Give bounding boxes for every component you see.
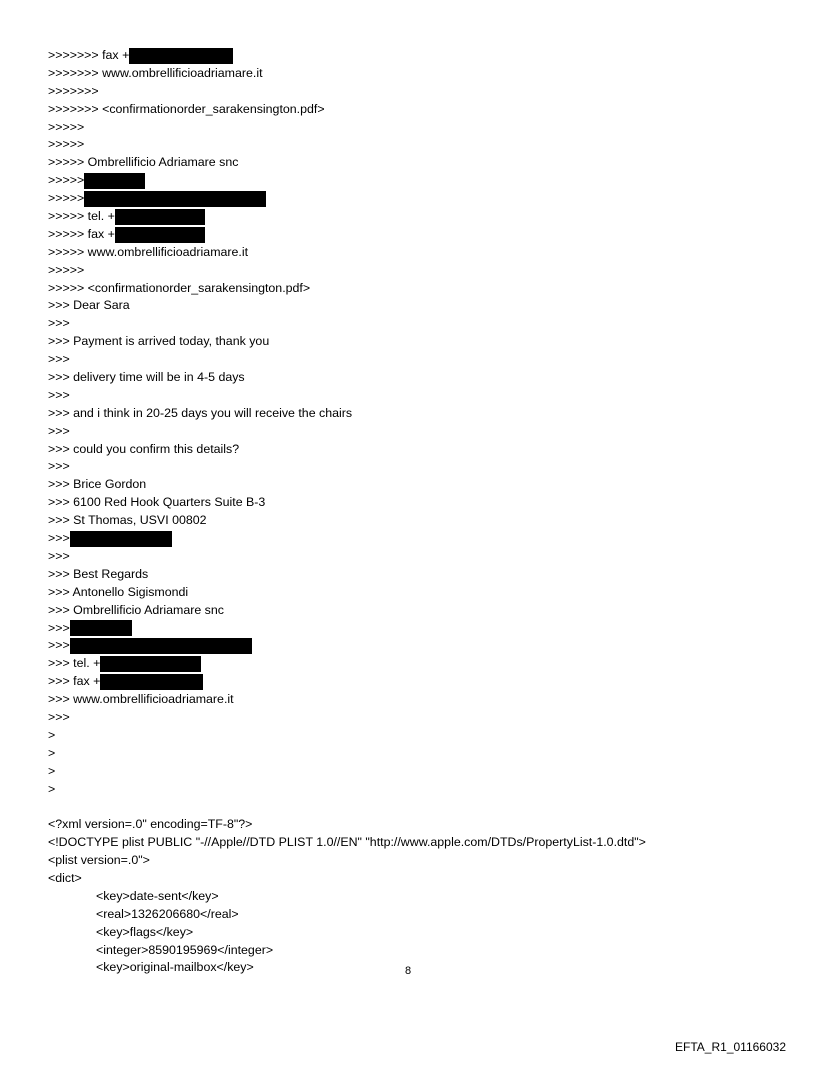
text-line [48,673,646,691]
text-line [48,816,646,834]
line-text: >>>>> www.ombrellificioadriamare.it [48,244,249,259]
line-text: <key>flags</key> [96,924,194,939]
line-text: >>> [48,316,70,331]
redaction-block [84,191,266,207]
text-line [48,333,646,351]
text-line [48,548,646,566]
text-line [48,405,646,423]
line-text: >>>>> Ombrellificio Adriamare snc [48,155,239,170]
redaction-block [129,48,233,64]
line-text: >>> Payment is arrived today, thank you [48,334,270,349]
text-line [48,280,646,298]
text-line [48,315,646,333]
line-text: >>> [48,531,70,546]
text-line [48,47,646,65]
text-line [48,262,646,280]
text-line [48,709,646,727]
line-text: >>> [48,459,70,474]
text-line [48,691,646,709]
line-text: > [48,727,56,742]
text-line [48,136,646,154]
text-line [48,172,646,190]
line-text: <real>1326206680</real> [96,906,239,921]
line-text: >>>>> fax + [48,226,115,241]
line-text: <!DOCTYPE plist PUBLIC "-//Apple//DTD PLIST 1.0//EN" "http://www.apple.com/DTDs/PropertyList-1.0.dtd"> [48,835,646,850]
line-text: >>> [48,709,70,724]
text-line [48,655,646,673]
redaction-block [100,656,201,672]
text-line [48,441,646,459]
line-text: <key>original-mailbox</key> [96,960,254,975]
text-line [48,906,646,924]
redaction-block [70,638,252,654]
document-body [48,47,646,977]
text-line [48,244,646,262]
redaction-block [70,620,132,636]
text-line [48,566,646,584]
line-text: >>>>>>> www.ombrellificioadriamare.it [48,65,263,80]
line-text: >>>>>>> <confirmationorder_sarakensington.pdf> [48,101,325,116]
text-line [48,870,646,888]
line-text: >>> delivery time will be in 4-5 days [48,370,245,385]
text-line [48,119,646,137]
line-text: >>>>> [48,119,85,134]
text-line [48,297,646,315]
line-text: >>> Brice Gordon [48,477,147,492]
redaction-block [84,173,145,189]
text-line [48,351,646,369]
redaction-block [70,531,172,547]
text-line [48,476,646,494]
document-id: EFTA_R1_01166032 [675,1040,786,1054]
text-line [48,942,646,960]
line-text: >>> Best Regards [48,566,149,581]
text-line [48,781,646,799]
text-line [48,637,646,655]
line-text: >>>>> [48,191,85,206]
line-text: >>>>> <confirmationorder_sarakensington.pdf> [48,280,311,295]
line-text: >>> [48,423,70,438]
line-text: <plist version=.0"> [48,853,150,868]
line-text: <integer>8590195969</integer> [96,942,274,957]
text-line [48,458,646,476]
text-line [48,530,646,548]
line-text: >>>>> tel. + [48,209,115,224]
text-line [48,745,646,763]
text-line [48,924,646,942]
line-text: >>> St Thomas, USVI 00802 [48,513,207,528]
text-line [48,888,646,906]
line-text: <dict> [48,870,82,885]
line-text: > [48,763,56,778]
text-line [48,620,646,638]
line-text: >>> www.ombrellificioadriamare.it [48,692,234,707]
text-line [48,83,646,101]
line-text: >>> [48,620,70,635]
line-text: >>> Antonello Sigismondi [48,584,189,599]
line-text: >>> [48,352,70,367]
redaction-block [100,674,203,690]
line-text: >>>>>>> fax + [48,48,130,62]
text-line [48,798,646,816]
text-line [48,763,646,781]
text-line [48,101,646,119]
line-text: >>> tel. + [48,656,101,671]
text-line [48,190,646,208]
line-text: > [48,745,56,760]
text-line [48,834,646,852]
text-line [48,387,646,405]
line-text: >>> [48,548,70,563]
text-line [48,208,646,226]
line-text: >>>>> [48,262,85,277]
line-text: >>> could you confirm this details? [48,441,240,456]
line-text: >>>>> [48,137,85,152]
line-text: >>> fax + [48,674,101,689]
text-line [48,154,646,172]
text-line [48,727,646,745]
line-text: <key>date-sent</key> [96,888,219,903]
text-line [48,494,646,512]
line-text: >>> Dear Sara [48,298,130,313]
text-line [48,584,646,602]
line-text: >>> and i think in 20-25 days you will receive the chairs [48,405,353,420]
redaction-block [115,227,205,243]
text-line [48,602,646,620]
line-text: <?xml version=.0" encoding=TF-8"?> [48,817,253,832]
line-text: >>> 6100 Red Hook Quarters Suite B-3 [48,495,266,510]
line-text: >>> [48,638,70,653]
page-number: 8 [404,965,412,977]
line-text: >>>>>>> [48,83,99,98]
line-text: > [48,781,56,796]
text-line [48,423,646,441]
redaction-block [115,209,205,225]
text-line [48,226,646,244]
text-line [48,65,646,83]
line-text: >>>>> [48,173,85,188]
text-line [48,369,646,387]
line-text: >>> Ombrellificio Adriamare snc [48,602,224,617]
text-line [48,852,646,870]
text-line [48,512,646,530]
line-text: >>> [48,387,70,402]
